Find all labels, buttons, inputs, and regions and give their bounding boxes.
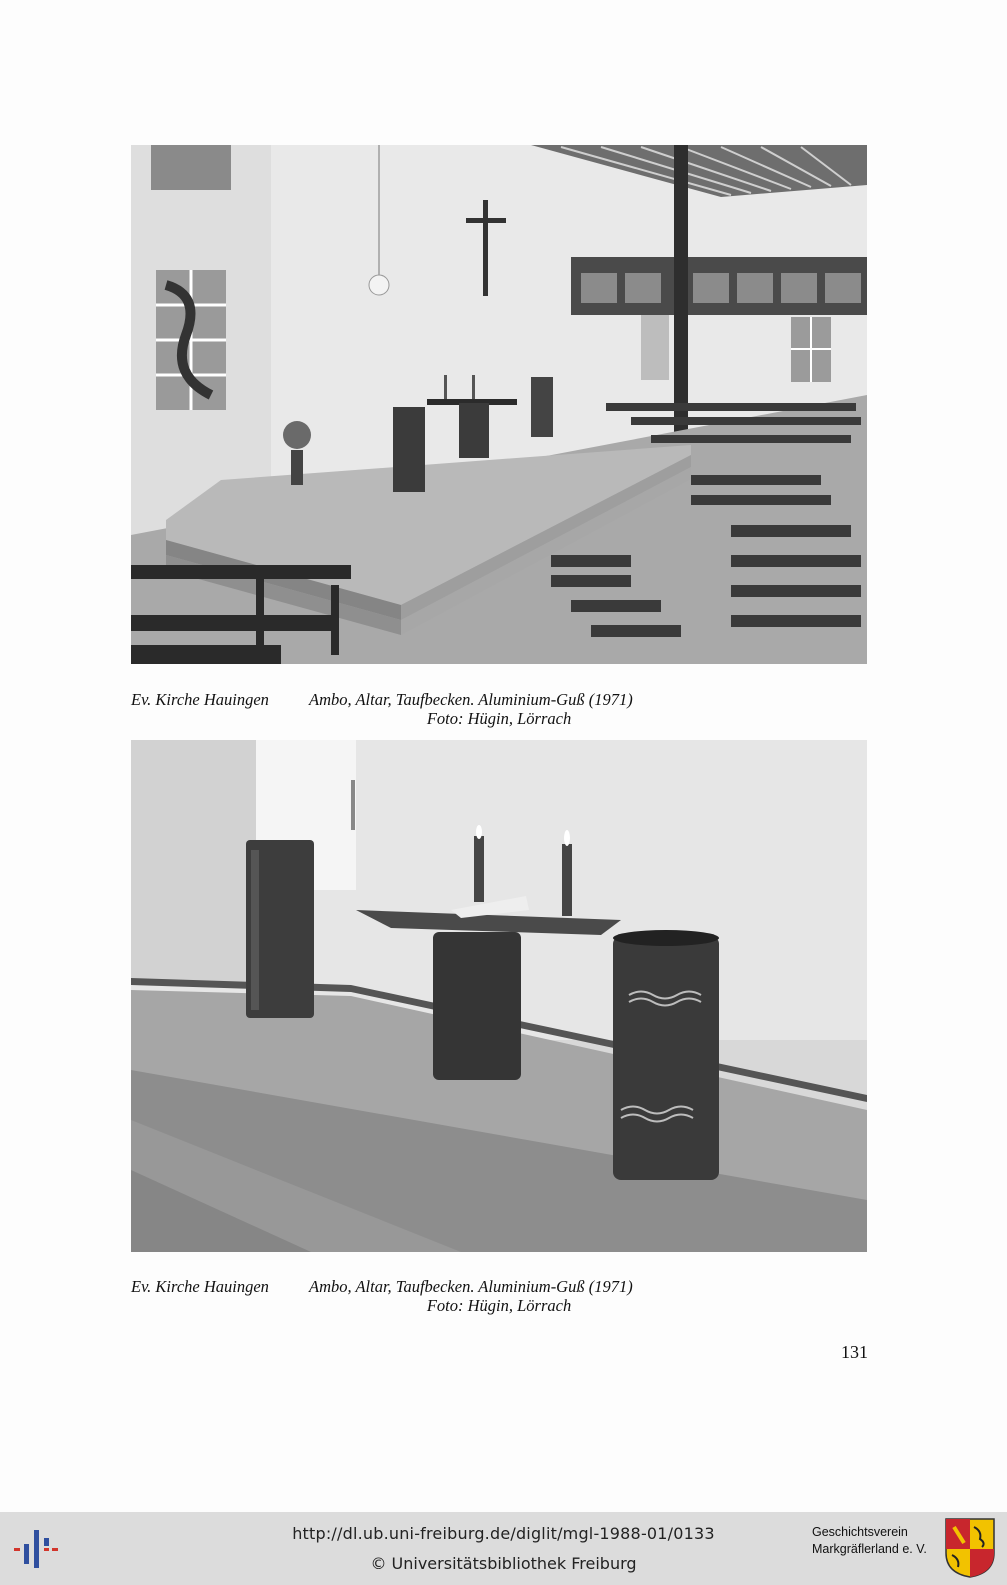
page-number: 131 <box>841 1342 868 1362</box>
document-url-link[interactable]: http://dl.ub.uni-freiburg.de/diglit/mgl-1988-01/0133 <box>292 1524 715 1543</box>
society-name <box>812 1524 942 1558</box>
caption-place: Ev. Kirche Hauingen <box>131 690 269 709</box>
caption-place: Ev. Kirche Hauingen <box>131 1277 269 1296</box>
caption-title: Ambo, Altar, Taufbecken. Aluminium-Guß (1971) <box>309 1277 633 1296</box>
church-interior-photo <box>131 145 867 664</box>
caption-credit: Foto: Hügin, Lörrach <box>426 1296 572 1315</box>
society-crest-icon <box>944 1517 996 1579</box>
altar-closeup-image <box>131 740 867 1252</box>
church-interior-image <box>131 145 867 664</box>
altar-closeup-photo <box>131 740 867 1252</box>
figure-caption <box>131 690 867 728</box>
figure-caption <box>131 1277 867 1315</box>
society-line-2: Markgräflerland e. V. <box>812 1542 927 1556</box>
caption-credit: Foto: Hügin, Lörrach <box>426 709 572 728</box>
copyright-text: © Universitätsbibliothek Freiburg <box>370 1554 637 1573</box>
footer-bar <box>0 1512 1007 1585</box>
caption-title: Ambo, Altar, Taufbecken. Aluminium-Guß (1971) <box>309 690 633 709</box>
society-line-1: Geschichtsverein <box>812 1525 908 1539</box>
